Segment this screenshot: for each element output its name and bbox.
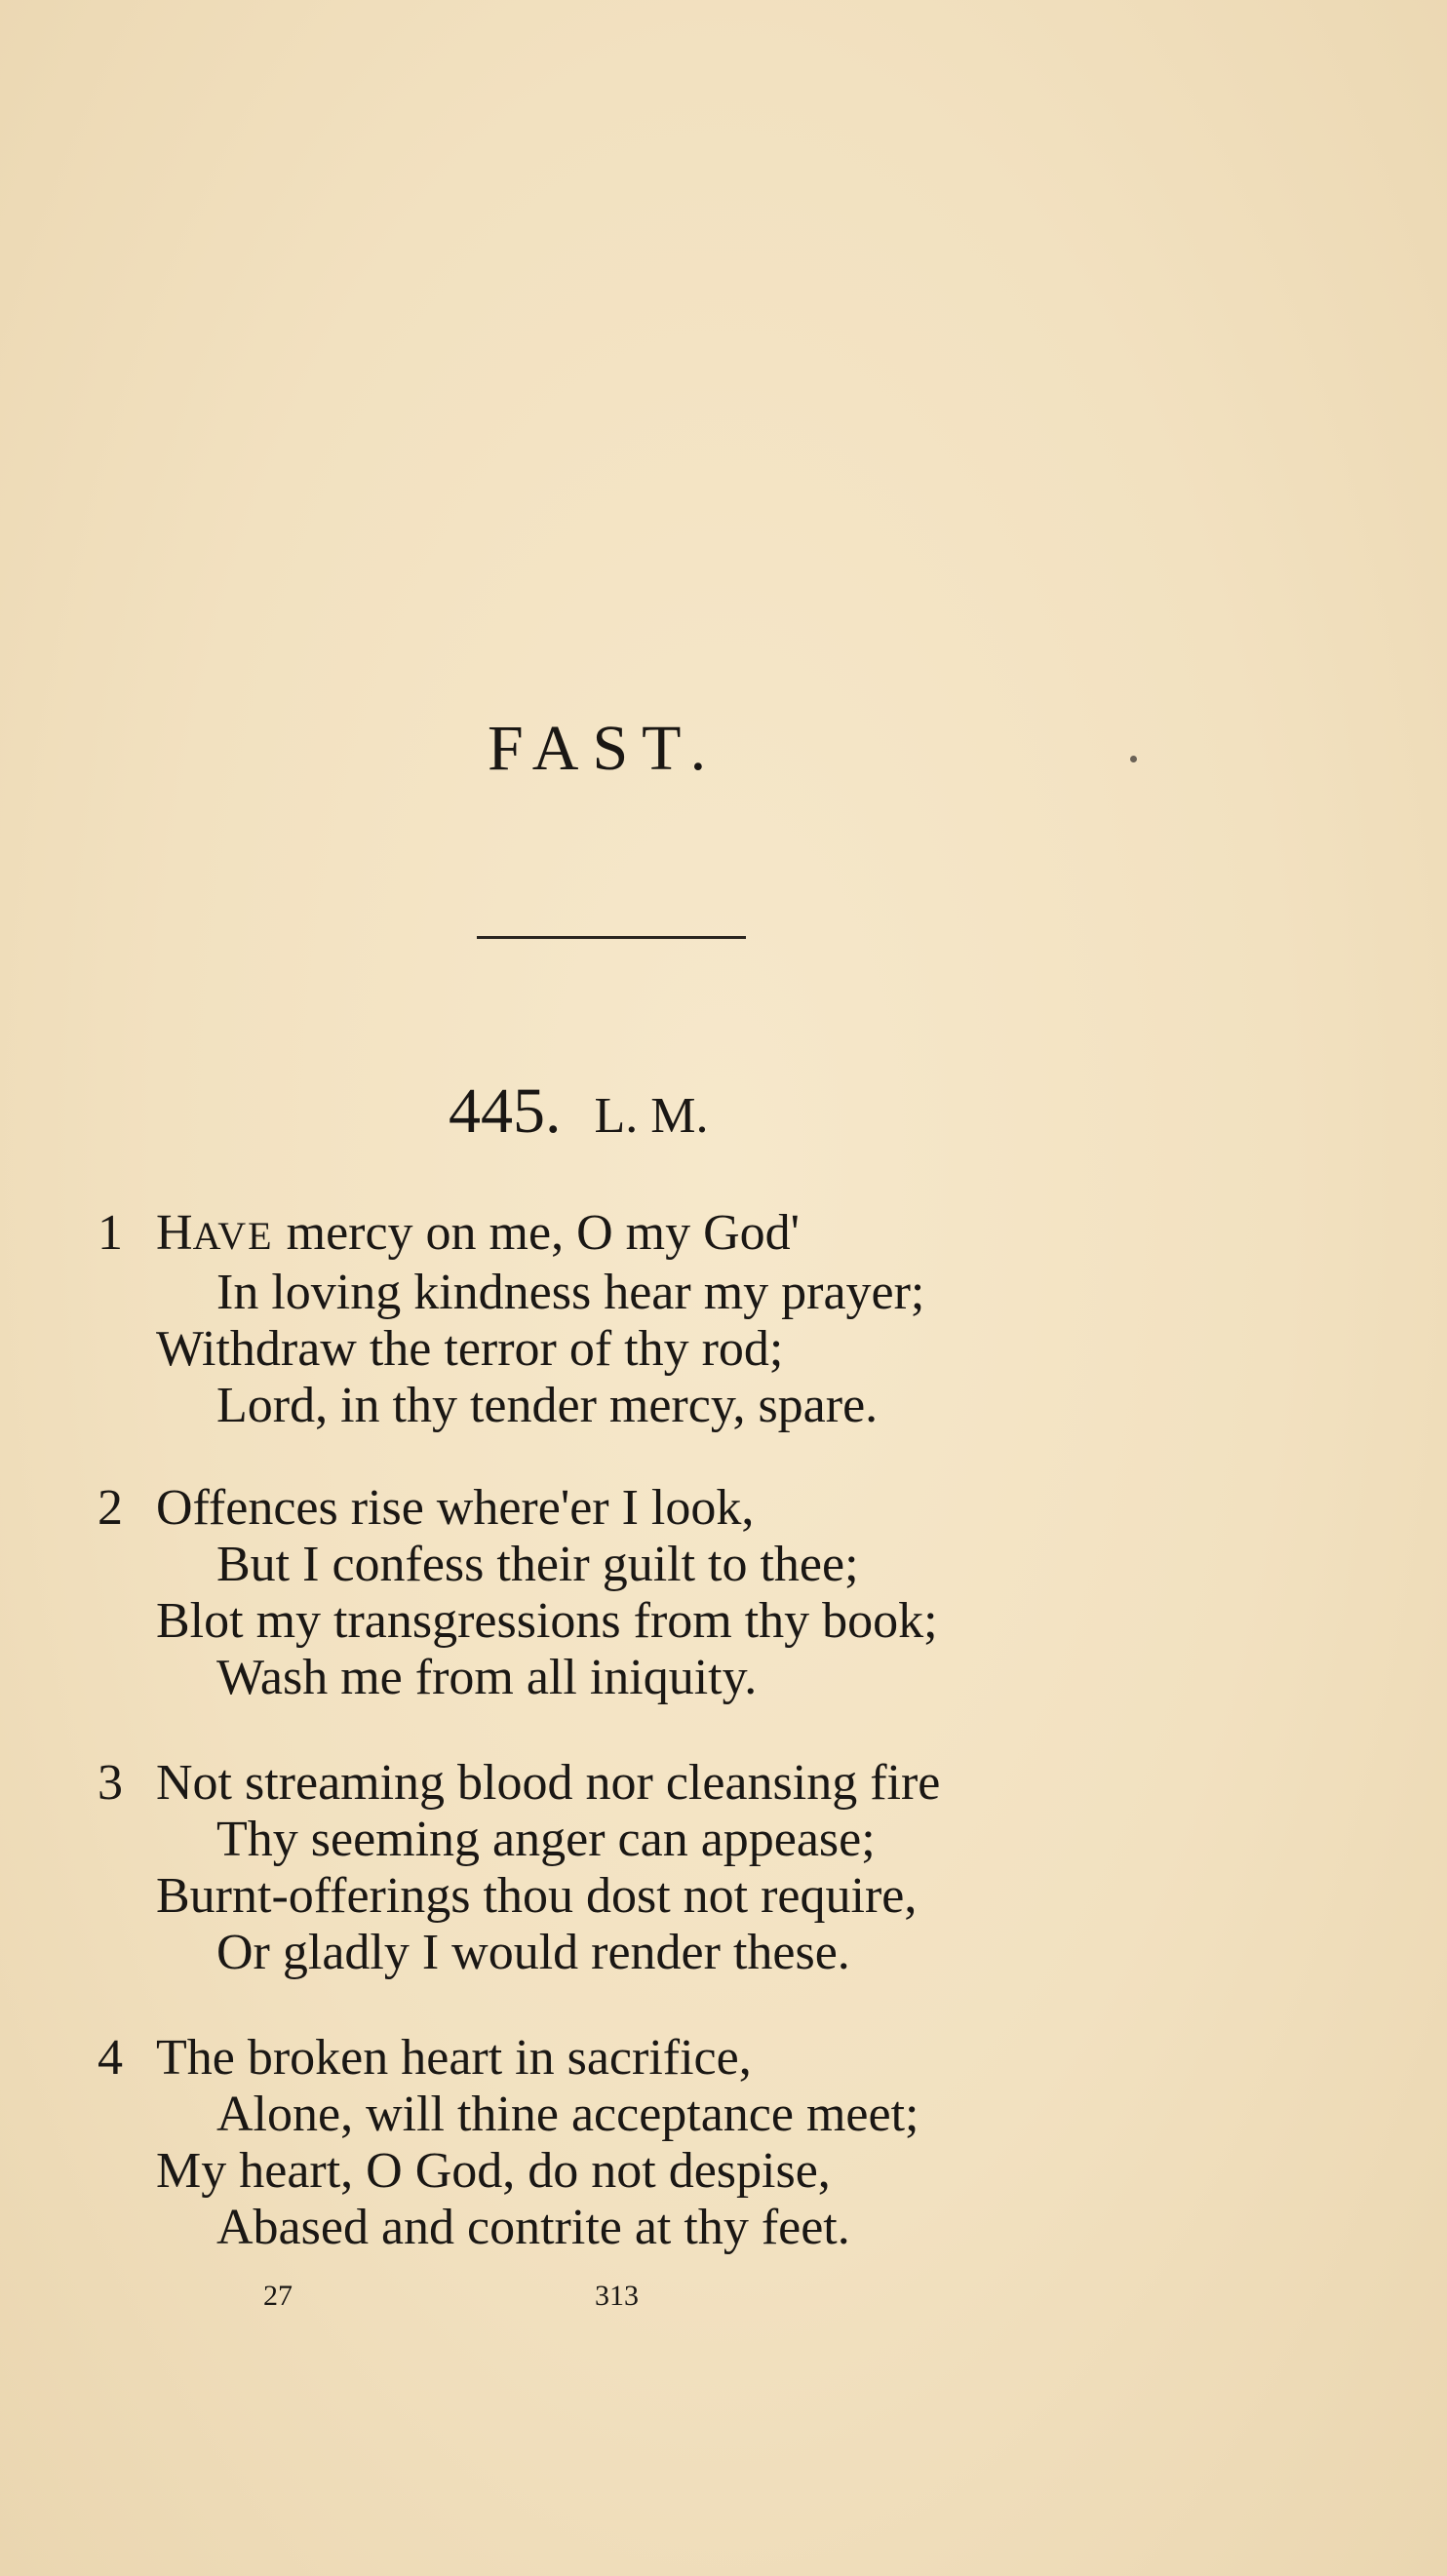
signature-mark: 27 <box>263 2280 293 2312</box>
verse-line: Abased and contrite at thy feet. <box>216 2200 850 2255</box>
verse-line <box>156 1205 864 1265</box>
verse-line: In loving kindness hear my prayer; <box>216 1265 925 1320</box>
verse-line: Lord, in thy tender mercy, spare. <box>216 1378 879 1433</box>
verse-number: 1 <box>98 1205 123 1261</box>
verse-4 <box>98 2030 919 2256</box>
verse-line: Or gladly I would render these. <box>216 1925 850 1980</box>
hymn-meter: L. M. <box>594 1088 709 1144</box>
verse-number: 2 <box>98 1480 123 1536</box>
hymn-header <box>449 1075 709 1147</box>
verse-3 <box>98 1755 941 1981</box>
verse-line: Alone, will thine acceptance meet; <box>216 2087 919 2142</box>
verse-line: Wash me from all iniquity. <box>216 1650 758 1705</box>
verse-2 <box>98 1480 938 1706</box>
verse-line: Withdraw the terror of thy rod; <box>156 1321 784 1377</box>
verse-number: 4 <box>98 2030 123 2086</box>
drop-initial: H <box>156 1205 193 1261</box>
hymn-number: 445. <box>449 1075 562 1147</box>
section-divider <box>477 936 746 939</box>
verse-line: Not streaming blood nor cleansing fire <box>156 1755 941 1811</box>
verse-line: Burnt-offerings thou dost not require, <box>156 1868 918 1924</box>
ink-speck <box>1130 756 1137 762</box>
small-caps-word: AVE <box>192 1214 274 1258</box>
verse-line: Thy seeming anger can appease; <box>216 1812 876 1867</box>
verse-line: My heart, O God, do not despise, <box>156 2143 831 2199</box>
verse-line: But I confess their guilt to thee; <box>216 1537 859 1592</box>
verse-line: The broken heart in sacrifice, <box>156 2030 752 2086</box>
verse-line: Blot my transgressions from thy book; <box>156 1593 938 1649</box>
verse-line-text: mercy on me, O my God' <box>273 1205 800 1261</box>
page-number: 313 <box>595 2280 639 2312</box>
verse-number: 3 <box>98 1755 123 1811</box>
verse-line: Offences rise where'er I look, <box>156 1480 755 1536</box>
verse-1 <box>98 1205 925 1434</box>
section-title: FAST. <box>488 713 721 784</box>
